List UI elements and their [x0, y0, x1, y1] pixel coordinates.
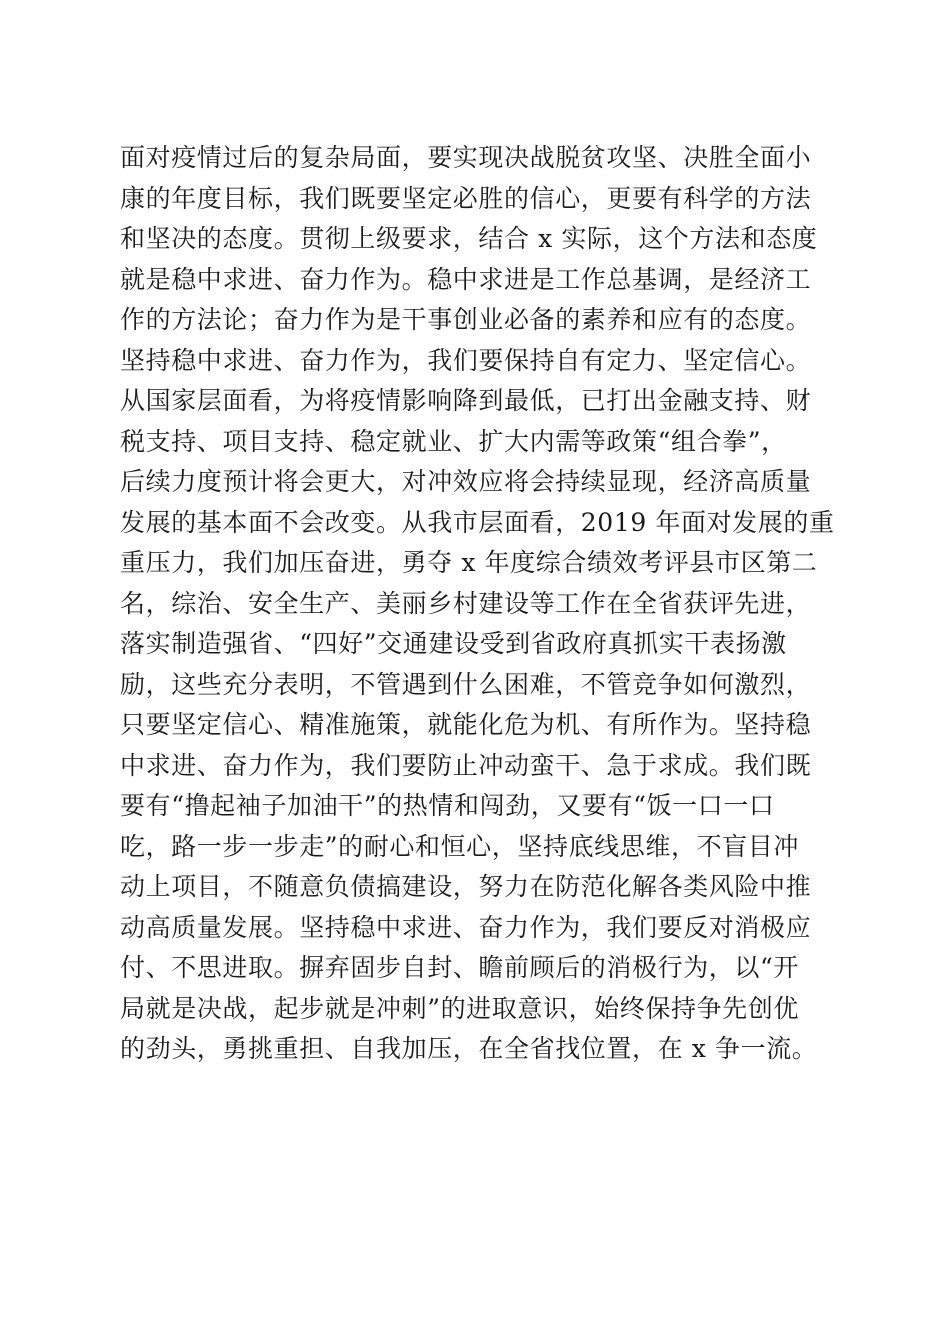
- text-line: 付、不思进取。摒弃固步自封、瞻前顾后的消极行为，以“开: [120, 953, 799, 982]
- text-line: 坚持稳中求进、奋力作为，我们要保持自有定力、坚定信心。: [120, 345, 812, 375]
- text-line: 动高质量发展。坚持稳中求进、奋力作为，我们要反对消极应: [120, 912, 812, 942]
- text-line: 吃，路一步一步走”的耐心和恒心，坚持底线思维，不盲目冲: [120, 831, 799, 861]
- text-line: 发展的基本面不会改变。从我市层面看，2019 年面对发展的重: [120, 507, 835, 537]
- body-paragraph: [120, 138, 835, 1070]
- text-line: 康的年度目标，我们既要坚定必胜的信心，更要有科学的方法: [120, 183, 812, 213]
- text-line: 动上项目，不随意负债搞建设，努力在防范化解各类风险中推: [120, 872, 812, 901]
- text-line: 和坚决的态度。贯彻上级要求，结合 x 实际，这个方法和态度: [120, 224, 818, 253]
- text-line: 作的方法论；奋力作为是干事创业必备的素养和应有的态度。: [120, 305, 812, 334]
- text-line: 就是稳中求进、奋力作为。稳中求进是工作总基调，是经济工: [120, 264, 812, 294]
- text-line: 后续力度预计将会更大，对冲效应将会持续显现，经济高质量: [120, 467, 812, 496]
- text-line: 要有“撸起袖子加油干”的热情和闯劲，又要有“饭一口一口: [120, 791, 775, 820]
- text-line: 重压力，我们加压奋进，勇夺 x 年度综合绩效考评县市区第二: [120, 548, 818, 577]
- text-line: 名，综治、安全生产、美丽乡村建设等工作在全省获评先进，: [120, 588, 812, 618]
- text-line: 局就是决战，起步就是冲刺”的进取意识，始终保持争先创优: [120, 993, 799, 1023]
- text-line: 落实制造强省、“四好”交通建设受到省政府真抓实干表扬激: [120, 629, 787, 658]
- text-line: 面对疫情过后的复杂局面，要实现决战脱贫攻坚、决胜全面小: [120, 143, 812, 172]
- text-line: 税支持、项目支持、稳定就业、扩大内需等政策“组合拳”，: [120, 426, 787, 456]
- text-line: 的劲头，勇挑重担、自我加压，在全省找位置，在 x 争一流。: [120, 1034, 818, 1063]
- text-line: 只要坚定信心、精准施策，就能化危为机、有所作为。坚持稳: [120, 710, 812, 739]
- text-line: 励，这些充分表明，不管遇到什么困难，不管竞争如何激烈，: [120, 669, 812, 699]
- text-line: 中求进、奋力作为，我们要防止冲动蛮干、急于求成。我们既: [120, 750, 812, 780]
- text-line: 从国家层面看，为将疫情影响降到最低，已打出金融支持、财: [120, 386, 812, 415]
